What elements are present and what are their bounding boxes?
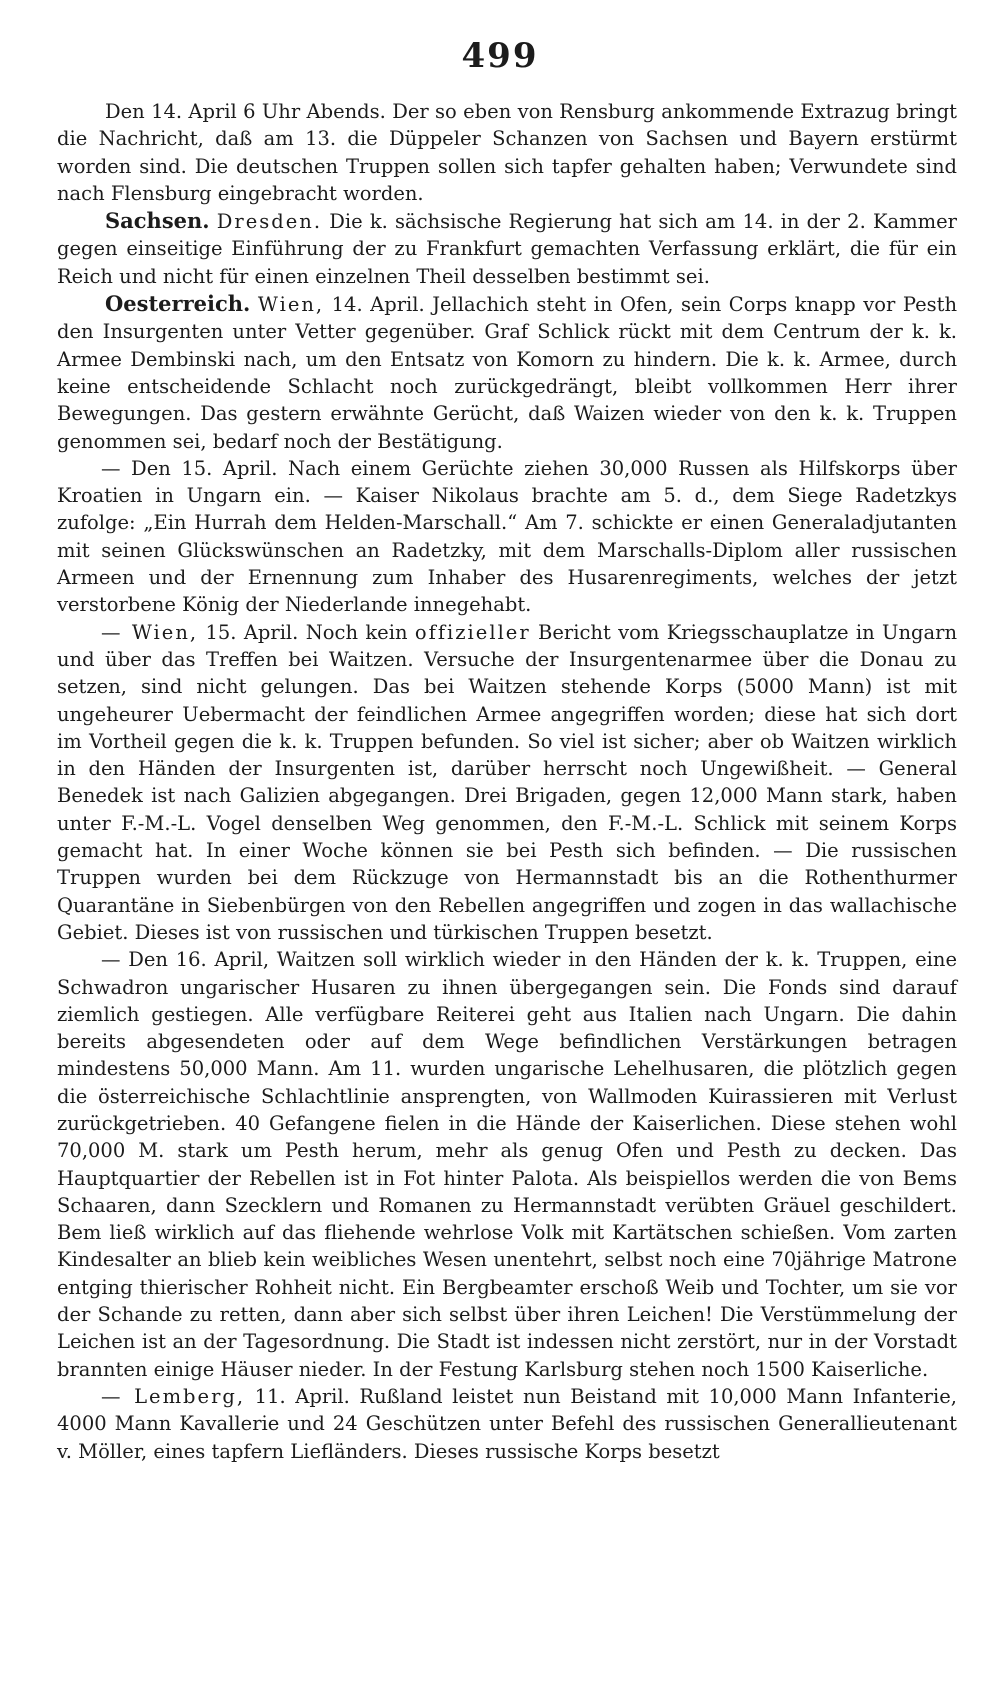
article-body xyxy=(57,98,957,1465)
paragraph-15-april: — Den 15. April. Nach einem Gerüchte ziehen 30,000 Russen als Hilfskorps über Kroatien in Ungarn ein. — Kaiser Nikolaus brachte am 5. d., dem Siege Radetzkys zufolge: „Ein Hurrah dem Helden-Marschall.“ Am 7. schickte er einen Generaladjutanten mit seinen Glückswünschen an Radetzky, mit dem Marschalls-Diplom aller russischen Armeen und der Ernennung zum Inhaber des Husarenregiments, welches der jetzt verstorbene König der Niederlande innegehabt. xyxy=(57,456,957,617)
paragraph-rendsburg: Den 14. April 6 Uhr Abends. Der so eben von Rensburg ankommende Extrazug bringt die Nachricht, daß am 13. die Düppeler Schanzen von Sachsen und Bayern erstürmt worden sind. Die deutschen Truppen sollen sich tapfer gehalten haben; Verwundete sind nach Flensburg eingebracht worden. xyxy=(57,100,957,205)
section-heading-sachsen: Sachsen. xyxy=(105,208,210,234)
place-wien-2: — Wien, xyxy=(101,620,199,644)
paragraph-lemberg xyxy=(57,1383,957,1465)
paragraph-16-april: — Den 16. April, Waitzen soll wirklich wieder in den Händen der k. k. Truppen, eine Schwadron ungarischer Husaren zu ihnen übergegangen sein. Die Fonds sind darauf ziemlich gestiegen. Alle verfügbare Reiterei geht aus Italien nach Ungarn. Die dahin bereits abgesendeten oder auf dem Wege befindlichen Verstärkungen betragen mindestens 50,000 Mann. Am 11. wurden ungarische Lehelhusaren, die plötzlich gegen die österreichische Schlachtlinie ansprengten, von Wallmoden Kuirassieren mit Verlust zurückgetrieben. 40 Gefangene fielen in die Hände der Kaiserlichen. Diese stehen wohl 70,000 M. stark um Pesth herum, mehr als genug Ofen und Pesth zu decken. Das Hauptquartier der Rebellen ist in Fot hinter Palota. Als beispiellos werden die von Bems Schaaren, dann Szecklern und Romanen zu Hermannstadt verübten Gräuel geschildert. Bem ließ wirklich auf das fliehende wehrlose Volk mit Kartätschen schießen. Vom zarten Kindesalter an blieb kein weibliches Wesen unentehrt, selbst noch eine 70jährige Matrone entging thierischer Rohheit nicht. Ein Bergbeamter erschoß Weib und Tochter, um sie vor der Schande zu retten, dann aber sich selbst über ihren Leichen! Die Verstümmelung der Leichen ist an der Tagesordnung. Die Stadt ist indessen nicht zerstört, nur in der Vorstadt brannten einige Häuser nieder. In der Festung Karlsburg stehen noch 1500 Kaiserliche. xyxy=(57,948,957,1381)
paragraph-oesterreich xyxy=(57,290,957,455)
paragraph-wien-15-april xyxy=(57,619,957,947)
section-heading-oesterreich: Oesterreich. xyxy=(105,291,251,317)
paragraph-sachsen-text: Die k. sächsische Regierung hat sich am 14. in der 2. Kammer gegen einseitige Einführung der zu Frankfurt gemachten Verfassung erklärt, die für ein Reich und nicht für einen einzelnen Theil desselben bestimmt sei. xyxy=(57,210,957,288)
paragraph-lemberg-text: 11. April. Rußland leistet nun Beistand mit 10,000 Mann Infanterie, 4000 Mann Kavallerie und 24 Geschützen unter Befehl des russischen Generallieutenant v. Möller, eines tapfern Liefländers. Dieses russische Korps besetzt xyxy=(57,1384,957,1463)
paragraph-sachsen xyxy=(57,207,957,290)
paragraph-wien-text-b: Bericht vom Kriegsschauplatze in Ungarn und über das Treffen bei Waitzen. Versuche der Insurgentenarmee über die Donau zu setzen, sind nicht gelungen. Das bei Waitzen stehende Korps (5000 Mann) ist mit ungeheurer Uebermacht der feindlichen Armee angegriffen worden; diese hat sich dort im Vortheil gegen die k. k. Truppen befunden. So viel ist sicher; aber ob Waitzen wirklich in den Händen der Insurgenten ist, darüber herrscht noch Ungewißheit. — General Benedek ist nach Galizien abgegangen. Drei Brigaden, gegen 12,000 Mann stark, haben unter F.-M.-L. Vogel denselben Weg genommen, den F.-M.-L. Schlick mit seinem Korps gemacht hat. In einer Woche können sie bei Pesth sich befinden. — Die russischen Truppen wurden bei dem Rückzuge von Hermannstadt bis an die Rothenthurmer Quarantäne in Siebenbürgen von den Rebellen angegriffen und zogen in das wallachische Gebiet. Dieses ist von russischen und türkischen Truppen besetzt. xyxy=(57,620,958,944)
paragraph-oesterreich-text: 14. April. Jellachich steht in Ofen, sein Corps knapp vor Pesth den Insurgenten unter Vetter gegenüber. Graf Schlick rückt mit dem Centrum der k. k. Armee Dembinski nach, um den Entsatz von Komorn zu hindern. Die k. k. Armee, durch keine entscheidende Schlacht noch zurückgedrängt, bleibt vollkommen Herr ihrer Bewegungen. Das gestern erwähnte Gerücht, daß Waizen wieder von den k. k. Truppen genommen sei, bedarf noch der Bestätigung. xyxy=(57,293,958,453)
spaced-word-offizieller: offizieller xyxy=(414,620,531,644)
paragraph-wien-text-a: 15. April. Noch kein xyxy=(205,620,408,644)
place-lemberg: — Lemberg, xyxy=(101,1384,246,1408)
place-dresden: Dresden. xyxy=(216,210,323,234)
page-number: 499 xyxy=(461,36,539,76)
place-wien: Wien, xyxy=(257,293,325,317)
